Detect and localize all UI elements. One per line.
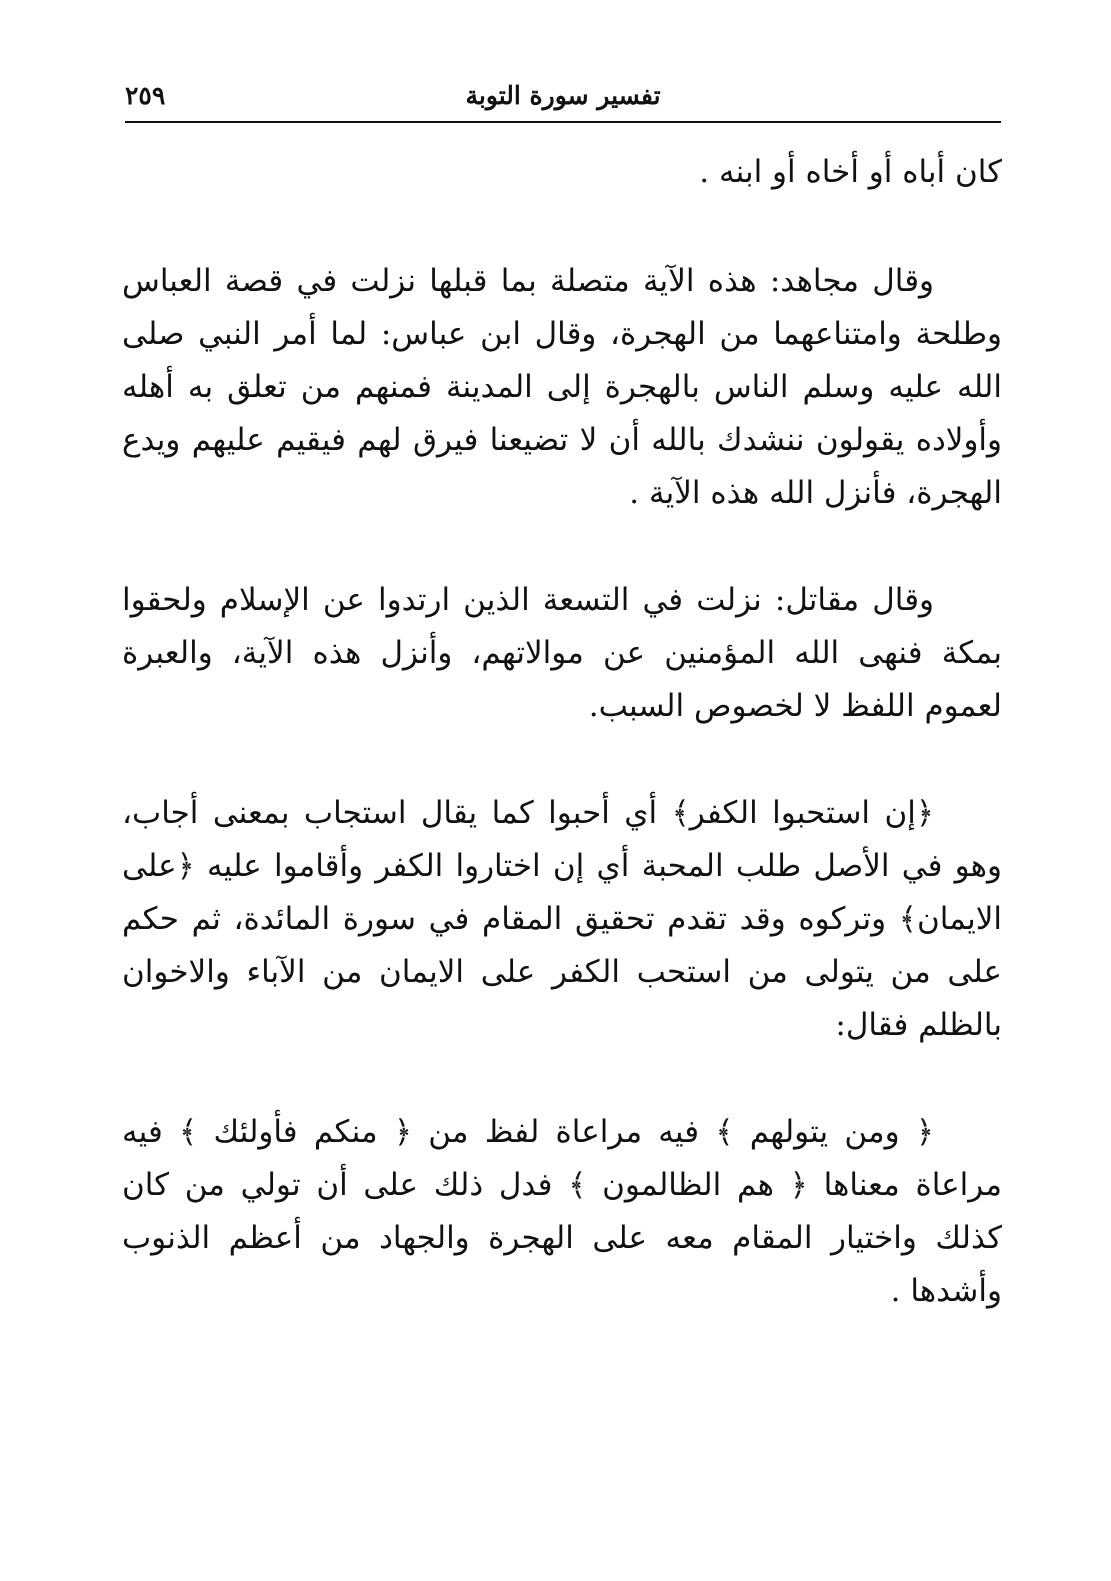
- body-text: [122, 146, 1002, 1372]
- header-divider: [125, 121, 1001, 123]
- paragraph-muqatil: وقال مقاتل: نزلت في التسعة الذين ارتدوا عن الإسلام ولحقوا بمكة فنهى الله المؤمنين عن موالاتهم، وأنزل هذه الآية، والعبرة لعموم اللفظ لا لخصوص السبب.: [122, 582, 1002, 724]
- paragraph-istahabbu: ﴿إن استحبوا الكفر﴾ أي أحبوا كما يقال استجاب بمعنى أجاب، وهو في الأصل طلب المحبة أي إن اختاروا الكفر وأقاموا عليه ﴿على الايمان﴾ وتركوه وقد تقدم تحقيق المقام في سورة المائدة، ثم حكم على من يتولى من استحب الكفر على الايمان من الآباء والاخوان بالظلم فقال:: [122, 795, 1002, 1043]
- paragraph-mujahid: وقال مجاهد: هذه الآية متصلة بما قبلها نزلت في قصة العباس وطلحة وامتناعهما من الهجرة، وقال ابن عباس: لما أمر النبي صلى الله عليه وسلم الناس بالهجرة إلى المدينة فمنهم من تعلق به أهله وأولاده يقولون ننشدك بالله أن لا تضيعنا فيرق لهم فيقيم عليهم ويدع الهجرة، فأنزل الله هذه الآية .: [122, 263, 1002, 511]
- page-number: ٢٥٩: [125, 81, 166, 110]
- paragraph-yatawallahum: ﴿ ومن يتولهم ﴾ فيه مراعاة لفظ من ﴿ منكم فأولئك ﴾ فيه مراعاة معناها ﴿ هم الظالمون ﴾ فدل ذلك على أن تولي من كان كذلك واختيار المقام معه على الهجرة والجهاد من أعظم الذنوب وأشدها .: [122, 1114, 1002, 1309]
- running-title: تفسير سورة التوبة: [465, 81, 661, 110]
- paragraph-continuation: كان أباه أو أخاه أو ابنه .: [699, 154, 1002, 190]
- running-header: [125, 76, 1001, 120]
